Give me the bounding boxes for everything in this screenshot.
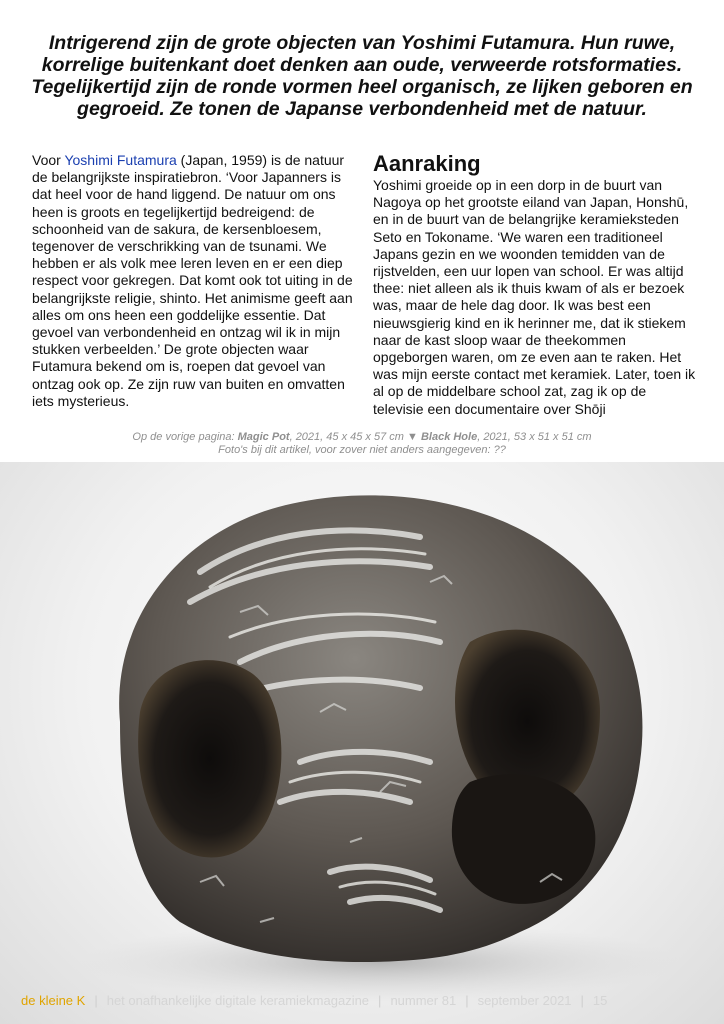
- footer-brand: de kleine K: [21, 993, 86, 1008]
- left-column-lead-word: Voor: [32, 152, 61, 168]
- right-column: [373, 152, 699, 418]
- intro-lead: Intrigerend zijn de grote objecten van Yoshimi Futamura. Hun ruwe, korrelige buitenkant doet denken aan oude, verweerde rotsformaties. Tegelijkertijd zijn de ronde vormen heel organisch, ze lijken geboren en gegroeid. Ze tonen de Japanse verbondenheid met de natuur.: [31, 32, 693, 120]
- left-column: [32, 152, 360, 410]
- artist-link[interactable]: Yoshimi Futamura: [64, 152, 177, 168]
- caption-line-2: Foto's bij dit artikel, voor zover niet anders aangegeven: ??: [218, 444, 506, 456]
- left-column-text: [32, 152, 360, 410]
- left-opening: [138, 660, 281, 857]
- section-heading: Aanraking: [373, 151, 481, 176]
- footer-separator: |: [378, 993, 382, 1008]
- left-column-body: (Japan, 1959) is de natuur de belangrijkste inspiratiebron. ‘Voor Japanners is dat heel voor de hand liggend. De natuur om ons heen is groots en tegelijkertijd bedreigend: de schoonheid van de sakura, de kersenbloesem, tegenover de verschrikking van de tsunami. We hebben er als volk mee leren leven en er een diep respect voor gekregen. Dat komt ook tot uiting in de belangrijkste religie, shinto. Het animisme geeft aan alles om ons heen een goddelijke essentie. Dat gevoel van verbondenheid en ontzag wil ik in mijn stukken verbeelden.’ De grote objecten waar Futamura bekend om is, roepen dat gevoel van ontzag ook op. Ze zijn ruw van buiten en omvatten iets mysterieus.: [32, 152, 353, 409]
- page-footer: [21, 993, 711, 1008]
- sculpture-photo: [0, 462, 724, 1024]
- caption-arrow: ▼: [407, 431, 418, 443]
- footer-date: september 2021: [477, 993, 572, 1008]
- caption-work2-title: Black Hole: [420, 431, 478, 443]
- right-column-body: Yoshimi groeide op in een dorp in de buurt van Nagoya op het grootste eiland van Japan, Honshū, en in de buurt van de belangrijke keramieksteden Seto en Tokoname. ‘We waren een traditioneel Japans gezin en we woonden temidden van de rijstvelden, een uur lopen van school. Er was altijd thee: niet alleen als ik thuis kwam of als er bezoek was, maar de hele dag door. Ik was best een nieuwsgierig kind en ik herinner me, dat ik stiekem naar de kast sloop waar de theekommen opgeborgen waren, om ze even aan te raken. Het was mijn eerste contact met keramiek. Later, toen ik al op de middelbare school zat, zag ik op de televisie een documentaire over Shōji: [373, 177, 696, 417]
- caption-work1-details: , 2021, 45 x 45 x 57 cm: [289, 431, 404, 443]
- caption-work2-details: , 2021, 53 x 51 x 51 cm: [477, 431, 592, 443]
- footer-separator: |: [465, 993, 469, 1008]
- caption-prefix: Op de vorige pagina:: [132, 431, 235, 443]
- footer-issue: nummer 81: [390, 993, 457, 1008]
- caption-work1-title: Magic Pot: [237, 431, 290, 443]
- footer-magazine: het onafhankelijke digitale keramiekmagazine: [106, 993, 370, 1008]
- sculpture-illustration: [0, 462, 724, 1024]
- caption-line-1: [20, 431, 704, 444]
- footer-page-number: 15: [592, 993, 608, 1008]
- photo-caption: [20, 431, 704, 457]
- footer-separator: |: [94, 993, 98, 1008]
- footer-separator: |: [580, 993, 584, 1008]
